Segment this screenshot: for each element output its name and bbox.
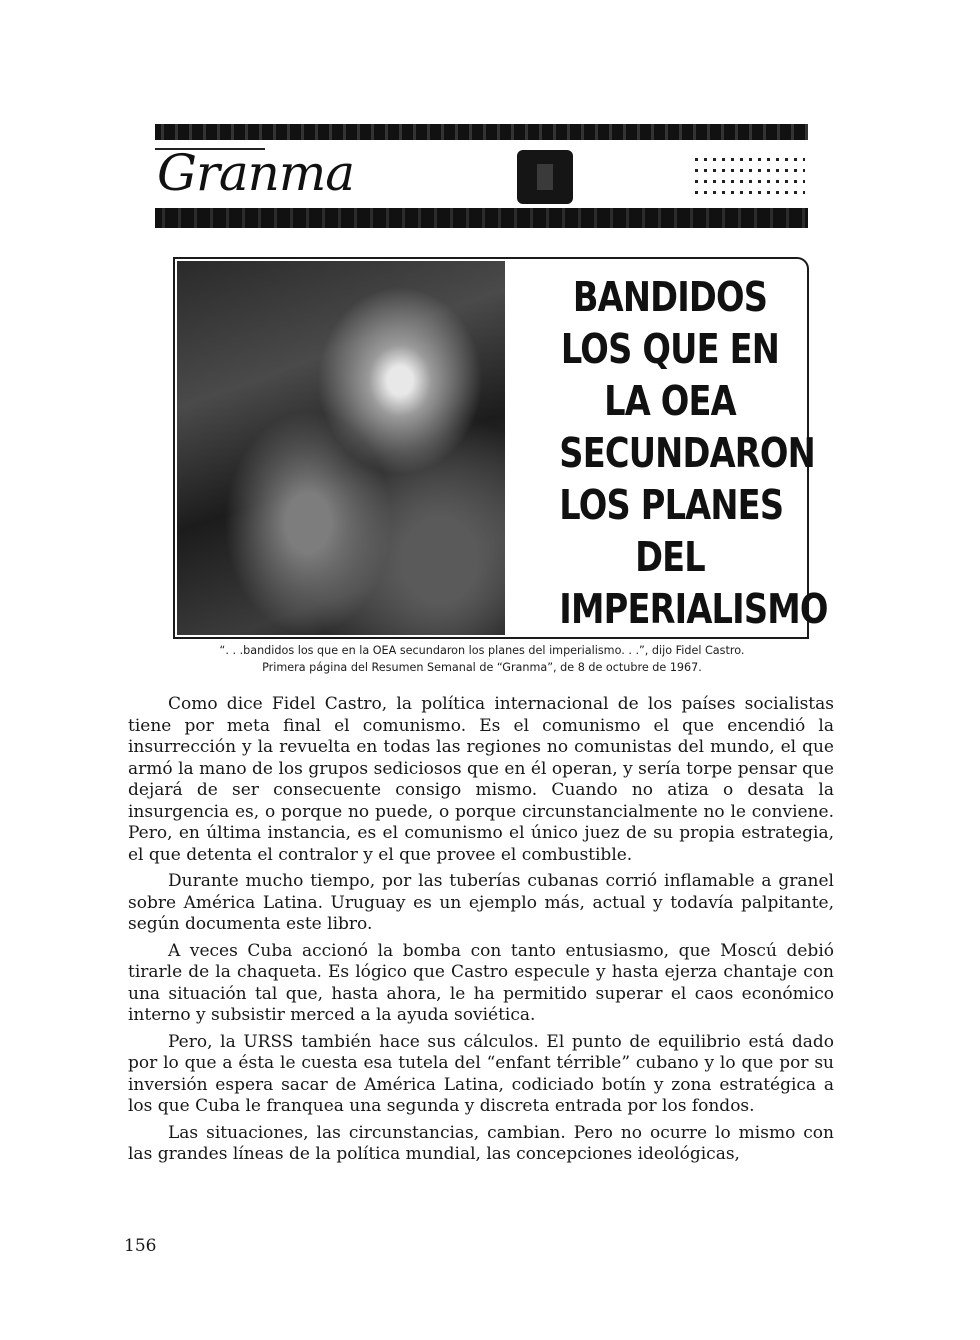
front-page-photo bbox=[177, 261, 505, 635]
paragraph: Las situaciones, las circunstancias, cambian. Pero no ocurre lo mismo con las grandes líneas de la política mundial, las concepciones ideológicas, bbox=[128, 1122, 834, 1164]
paragraph: Como dice Fidel Castro, la política internacional de los países socialistas tiene por meta final el comunismo. Es el comunismo el que encendió la insurrección y la revuelta en todas las regiones no comunistas del mundo, el que armó la mano de los grupos sediciosos que en él operan, y sería torpe pensar que dejará de ser consecuente consigo mismo. Cuando no atiza o desata la insurgencia es, o porque no puede, o porque circunstancialmente no le conviene. Pero, en última instancia, es el comunismo el único juez de su propia estrategia, el que detenta el contralor y el que provee el combustible. bbox=[128, 694, 834, 865]
figure-caption bbox=[138, 642, 826, 676]
headline-line: LA OEA bbox=[604, 377, 736, 425]
masthead-ear-text bbox=[695, 150, 805, 206]
headline-line: LOS QUE EN bbox=[560, 325, 780, 373]
masthead-top-bar bbox=[155, 124, 808, 140]
masthead-emblem bbox=[517, 150, 573, 204]
masthead bbox=[155, 140, 808, 208]
paragraph: Pero, la URSS también hace sus cálculos. El punto de equilibrio está dado por lo que a ésta le cuesta esa tutela del “enfant térrible” cubano y lo que por su inversión espera sacar de América Latina, codiciado botín y zona estratégica a los que Cuba le franquea una segunda y discreta entrada por los fondos. bbox=[128, 1031, 834, 1116]
headline-line: LOS PLANES bbox=[559, 481, 784, 529]
front-page-headline bbox=[559, 271, 828, 633]
body-text bbox=[128, 694, 834, 1171]
headline-line: SECUNDARON bbox=[559, 429, 815, 477]
emblem-mark bbox=[537, 164, 553, 190]
paragraph: Durante mucho tiempo, por las tuberías cubanas corrió inflamable a granel sobre América Latina. Uruguay es un ejemplo más, actual y todavía palpitante, según documenta este libro. bbox=[128, 871, 834, 934]
newspaper-clipping bbox=[155, 124, 828, 636]
headline-line: IMPERIALISMO bbox=[559, 585, 828, 633]
masthead-logo: Granma bbox=[157, 144, 355, 202]
masthead-bottom-bar bbox=[155, 208, 808, 228]
headline-line: BANDIDOS bbox=[572, 273, 768, 321]
caption-line: Primera página del Resumen Semanal de “Granma”, de 8 de octubre de 1967. bbox=[262, 661, 702, 674]
front-page-frame bbox=[173, 257, 828, 639]
headline-line: DEL bbox=[635, 533, 705, 581]
caption-line: “. . .bandidos los que en la OEA secundaron los planes del imperialismo. . .”, dijo Fidel Castro. bbox=[219, 644, 745, 657]
page-number: 156 bbox=[124, 1236, 157, 1256]
paragraph: A veces Cuba accionó la bomba con tanto entusiasmo, que Moscú debió tirarle de la chaqueta. Es lógico que Castro especule y hasta ejerza chantaje con una situación tal que, hasta ahora, le ha permitido superar el caos económico interno y subsistir merced a la ayuda soviética. bbox=[128, 940, 834, 1025]
